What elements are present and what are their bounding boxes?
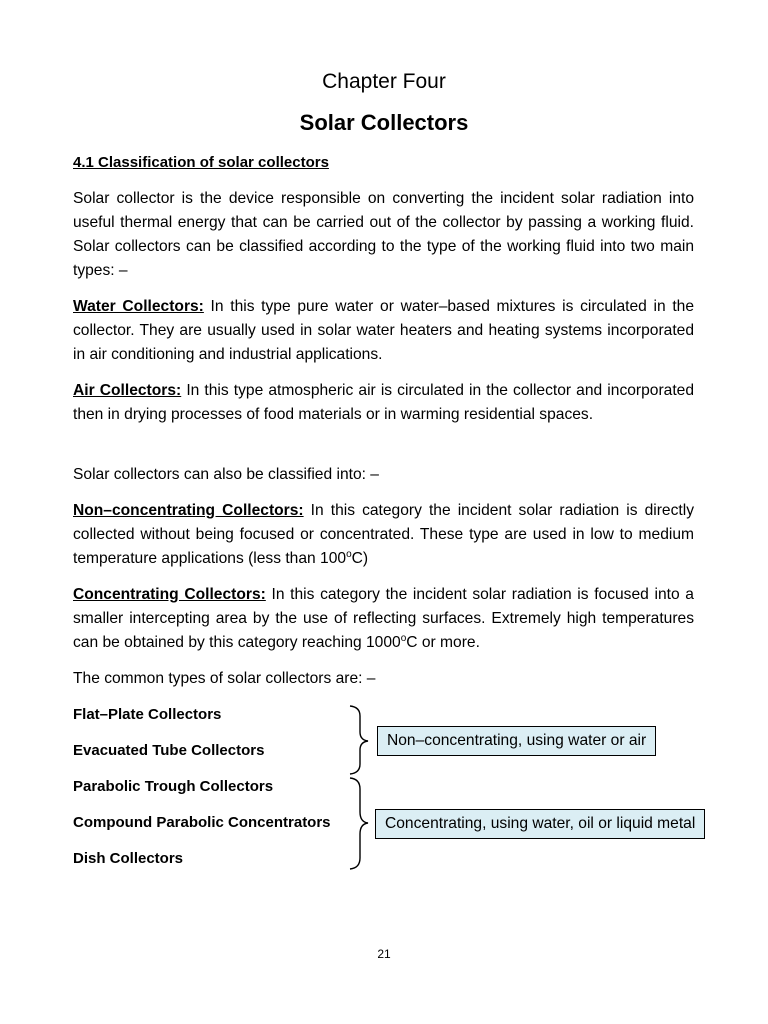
water-collectors-term: Water Collectors:: [73, 298, 204, 315]
degree-sup: o: [346, 548, 352, 560]
also-classified-text: Solar collectors can also be classified into: –: [73, 466, 379, 483]
list-item-compound-parabolic: Compound Parabolic Concentrators: [73, 814, 331, 831]
brace-concentrating: [350, 778, 368, 869]
nonconcentrating-label-box: Non–concentrating, using water or air: [377, 726, 656, 756]
nonconcentrating-text: In this category the incident solar radiation is directly collected without being focused or concentrated. These type are used in low to medium temperature applications (less than 100: [73, 502, 694, 567]
air-collectors-text: In this type atmospheric air is circulated in the collector and incorporated then in drying processes of food materials or in warming residential spaces.: [73, 382, 694, 423]
concentrating-tail: C or more.: [406, 634, 480, 651]
air-collectors-term: Air Collectors:: [73, 382, 182, 399]
water-collectors-text: In this type pure water or water–based mixtures is circulated in the collector. They are usually used in solar water heaters and heating systems incorporated in air conditioning and industrial applications.: [73, 298, 694, 363]
list-item-parabolic-trough: Parabolic Trough Collectors: [73, 778, 274, 795]
concentrating-label-box: Concentrating, using water, oil or liquid metal: [375, 809, 705, 839]
list-item-flat-plate: Flat–Plate Collectors: [73, 706, 222, 723]
degree-sup: o: [400, 632, 407, 644]
concentrating-text: In this category the incident solar radiation is focused into a smaller intercepting area by the use of reflecting surfaces. Extremely high temperatures can be obtained by this category reaching 1000: [73, 586, 694, 651]
nonconcentrating-tail: C): [351, 550, 369, 567]
nonconcentrating-term: Non–concentrating Collectors:: [73, 502, 304, 519]
page-title: Solar Collectors: [299, 110, 469, 135]
concentrating-term: Concentrating Collectors:: [73, 586, 266, 603]
intro-paragraph: Solar collector is the device responsible on converting the incident solar radiation into useful thermal energy that can be carried out of the collector by passing a working fluid. Solar collectors can be classified according to the type of the working fluid into two main types: –: [73, 190, 694, 279]
common-types-intro: The common types of solar collectors are: –: [73, 670, 376, 687]
section-heading: 4.1 Classification of solar collectors: [73, 154, 329, 171]
brace-nonconcentrating: [350, 706, 368, 774]
chapter-label: Chapter Four: [322, 70, 446, 93]
list-item-evacuated-tube: Evacuated Tube Collectors: [73, 742, 265, 759]
list-item-dish: Dish Collectors: [73, 850, 184, 867]
page-number: 21: [377, 947, 391, 961]
